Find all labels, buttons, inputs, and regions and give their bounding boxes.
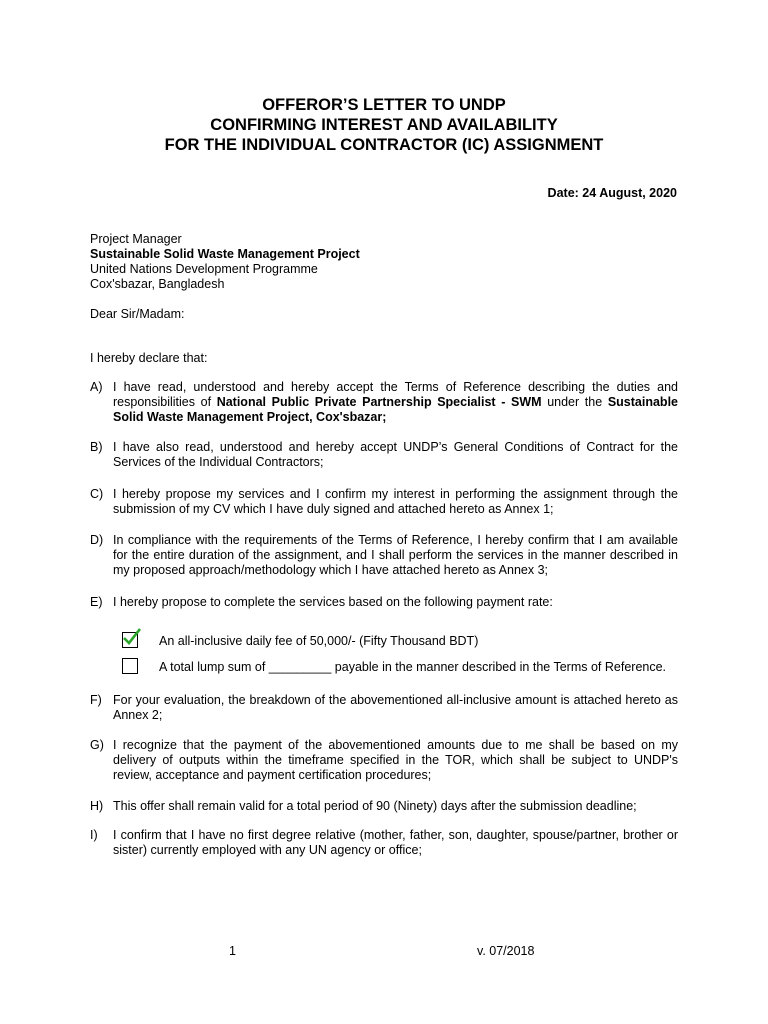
version-label: v. 07/2018: [477, 944, 535, 958]
item-text: For your evaluation, the breakdown of the abovementioned all-inclusive amount is attached hereto as Annex 2;: [113, 693, 678, 722]
page-number: 1: [229, 944, 236, 958]
checkbox-unchecked[interactable]: [122, 658, 138, 674]
declaration-item-d: [90, 533, 678, 578]
item-label: D): [90, 533, 104, 547]
item-label: F): [90, 693, 102, 707]
title-line-2: CONFIRMING INTEREST AND AVAILABILITY: [210, 116, 558, 134]
declaration-item-e: [90, 595, 678, 610]
item-text: I hereby propose to complete the services based on the following payment rate:: [113, 595, 553, 609]
recipient-address: [90, 232, 360, 292]
item-text: I confirm that I have no first degree relative (mother, father, son, daughter, spouse/partner, brother or sister) currently employed with any UN agency or office;: [113, 828, 678, 857]
address-line-2: Sustainable Solid Waste Management Project: [90, 247, 360, 261]
title-line-3: FOR THE INDIVIDUAL CONTRACTOR (IC) ASSIGNMENT: [164, 136, 604, 154]
declaration-item-i: [90, 828, 678, 858]
intro-text: I hereby declare that:: [90, 351, 208, 365]
item-text: I have read, understood and hereby accept the Terms of Reference describing the duties and responsibilities of National Public Private Partnership Specialist - SWM under the Sustainable Solid Waste Management Project, Cox'sbazar;: [113, 380, 678, 424]
title-line-1: OFFEROR’S LETTER TO UNDP: [262, 96, 506, 114]
declaration-item-b: [90, 440, 678, 470]
item-label: B): [90, 440, 103, 454]
item-text: I hereby propose my services and I confirm my interest in performing the assignment through the submission of my CV which I have duly signed and attached hereto as Annex 1;: [113, 487, 678, 516]
item-text: I have also read, understood and hereby accept UNDP’s General Conditions of Contract for the Services of the Individual Contractors;: [113, 440, 678, 469]
item-label: E): [90, 595, 103, 609]
declaration-item-g: [90, 738, 678, 783]
letter-date: Date: 24 August, 2020: [547, 186, 677, 200]
address-line-4: Cox'sbazar, Bangladesh: [90, 277, 225, 291]
declaration-item-c: [90, 487, 678, 517]
item-text: In compliance with the requirements of the Terms of Reference, I hereby confirm that I am available for the entire duration of the assignment, and I shall perform the services in the manner described in my proposed approach/methodology which I have attached hereto as Annex 3;: [113, 533, 678, 577]
item-text: This offer shall remain valid for a total period of 90 (Ninety) days after the submission deadline;: [113, 799, 637, 813]
payment-option-label: An all-inclusive daily fee of 50,000/- (Fifty Thousand BDT): [159, 634, 479, 648]
declaration-item-f: [90, 693, 678, 723]
declaration-item-h: [90, 799, 678, 814]
item-label: G): [90, 738, 104, 752]
declaration-item-a: [90, 380, 678, 425]
checkbox-checked[interactable]: [122, 632, 138, 648]
payment-option-label: A total lump sum of _________ payable in the manner described in the Terms of Reference.: [159, 660, 667, 674]
item-label: A): [90, 380, 103, 394]
item-label: I): [90, 828, 98, 842]
address-line-3: United Nations Development Programme: [90, 262, 318, 276]
salutation: Dear Sir/Madam:: [90, 307, 185, 321]
address-line-1: Project Manager: [90, 232, 182, 246]
checkmark-icon: [122, 628, 142, 648]
item-label: C): [90, 487, 104, 501]
item-text: I recognize that the payment of the abovementioned amounts due to me shall be based on my delivery of outputs within the timeframe specified in the TOR, which shall be subject to UNDP's review, acceptance and payment certification procedures;: [113, 738, 678, 782]
item-label: H): [90, 799, 104, 813]
